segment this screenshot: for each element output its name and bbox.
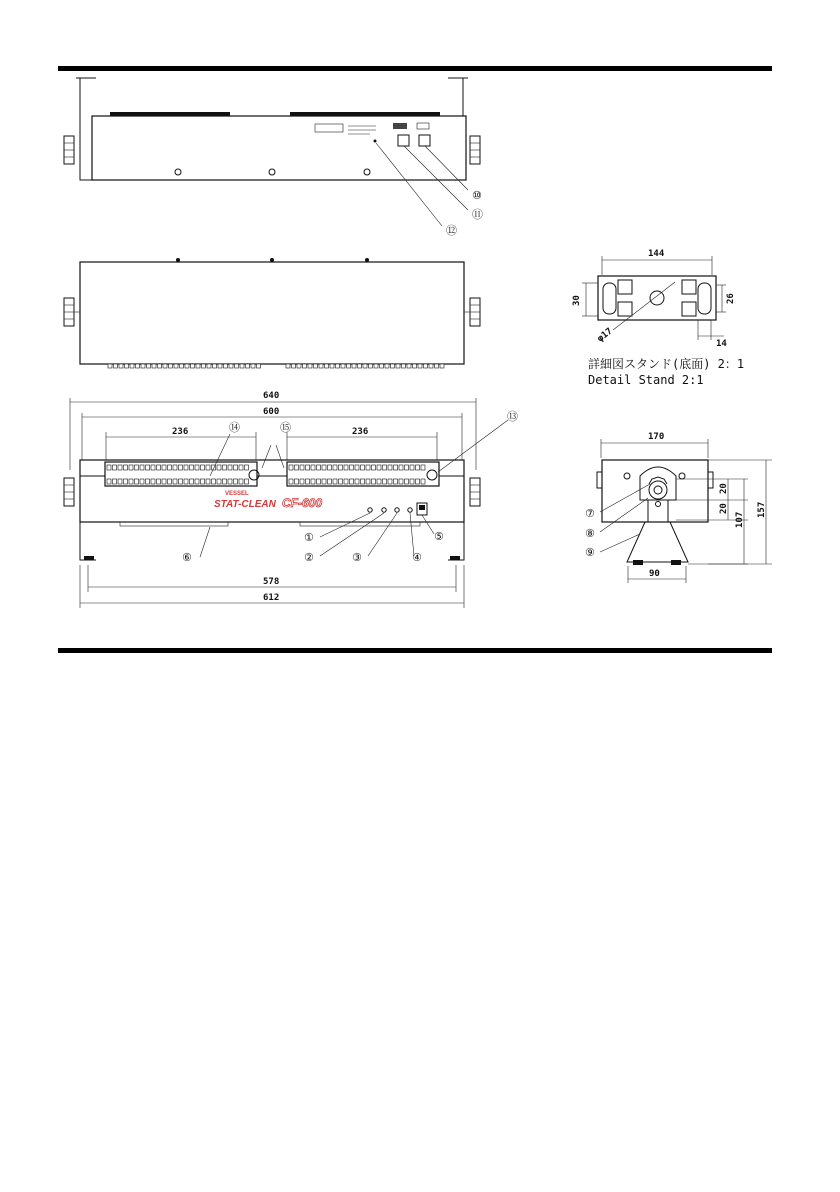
nozzle-slot	[207, 364, 211, 368]
nozzle-slot	[374, 364, 378, 368]
callout-3: ③	[352, 551, 362, 564]
nozzle-slot	[184, 479, 188, 484]
detail-title-en: Detail Stand 2:1	[588, 373, 704, 387]
nozzle-slot	[130, 364, 134, 368]
dim-phi-17: φ17	[595, 326, 615, 345]
nozzle-slot	[125, 364, 129, 368]
nozzle-slot	[114, 364, 118, 368]
nozzle-slot	[228, 479, 232, 484]
nozzle-slot	[339, 465, 343, 470]
nozzle-slot	[162, 465, 166, 470]
stand-detail-view	[582, 256, 726, 340]
nozzle-slot	[246, 364, 250, 368]
nozzle-slot	[151, 479, 155, 484]
nozzle-slot	[129, 479, 133, 484]
nozzle-slot	[319, 364, 323, 368]
nozzle-slot	[303, 364, 307, 368]
nozzle-slot	[295, 479, 299, 484]
nozzle-slot	[173, 479, 177, 484]
nozzle-slot	[119, 364, 123, 368]
callout-8: ⑧	[585, 527, 595, 540]
nozzle-slot	[234, 465, 238, 470]
nozzle-slot	[135, 479, 139, 484]
nozzle-slot	[416, 465, 420, 470]
top-view	[64, 258, 480, 368]
nozzle-slot	[391, 364, 395, 368]
nozzle-slot	[424, 364, 428, 368]
nozzle-slot	[195, 465, 199, 470]
dim-157: 157	[757, 501, 767, 518]
nozzle-slot	[317, 465, 321, 470]
nozzle-slot	[385, 364, 389, 368]
nozzle-slot	[325, 364, 329, 368]
nozzle-slot	[223, 465, 227, 470]
nozzle-slot	[306, 465, 310, 470]
nozzle-slot	[405, 465, 409, 470]
nozzle-slot	[418, 364, 422, 368]
nozzle-slot	[118, 465, 122, 470]
nozzle-slot	[152, 364, 156, 368]
nozzle-slot	[201, 465, 205, 470]
nozzle-slot	[168, 479, 172, 484]
nozzle-slot	[383, 465, 387, 470]
dim-640: 640	[263, 391, 280, 401]
nozzle-slot	[311, 465, 315, 470]
callout-11: ⑪	[472, 208, 483, 221]
nozzle-slot	[179, 465, 183, 470]
nozzle-slot	[257, 364, 261, 368]
nozzle-slot	[361, 479, 365, 484]
nozzle-slot	[206, 465, 210, 470]
brand-model: CF-600	[282, 496, 323, 510]
nozzle-slot	[399, 479, 403, 484]
nozzle-slot	[363, 364, 367, 368]
callout-6: ⑥	[182, 551, 192, 564]
nozzle-slot	[366, 479, 370, 484]
dim-20-a: 20	[719, 483, 729, 494]
nozzle-slot	[158, 364, 162, 368]
detail-title-jp: 詳細図スタンド(底面) 2：1	[588, 357, 745, 371]
dim-236-left: 236	[172, 427, 189, 437]
nozzle-slot	[185, 364, 189, 368]
nozzle-slot	[190, 465, 194, 470]
dim-90: 90	[649, 569, 660, 579]
nozzle-slot	[196, 364, 200, 368]
nozzle-slot	[394, 479, 398, 484]
nozzle-slot	[330, 364, 334, 368]
nozzle-slot	[146, 479, 150, 484]
nozzle-slot	[151, 465, 155, 470]
nozzle-slot	[168, 465, 172, 470]
nozzle-slot	[157, 479, 161, 484]
nozzle-slot	[355, 479, 359, 484]
nozzle-slot	[297, 364, 301, 368]
dim-26: 26	[726, 293, 736, 304]
nozzle-slot	[292, 364, 296, 368]
nozzle-slot	[173, 465, 177, 470]
nozzle-slot	[372, 465, 376, 470]
nozzle-slot	[361, 465, 365, 470]
nozzle-slot	[377, 479, 381, 484]
nozzle-slot	[402, 364, 406, 368]
nozzle-slot	[358, 364, 362, 368]
nozzle-slot	[202, 364, 206, 368]
callout-14: ⑭	[229, 421, 240, 434]
nozzle-slot	[396, 364, 400, 368]
dim-14: 14	[716, 339, 727, 349]
nozzle-slot	[113, 465, 117, 470]
nozzle-slot	[234, 479, 238, 484]
callout-4: ④	[412, 551, 422, 564]
nozzle-slot	[380, 364, 384, 368]
nozzle-slot	[440, 364, 444, 368]
nozzle-slot	[413, 364, 417, 368]
dim-236-right: 236	[352, 427, 369, 437]
nozzle-slot	[314, 364, 318, 368]
nozzle-slot	[190, 479, 194, 484]
nozzle-slot	[347, 364, 351, 368]
nozzle-slot	[162, 479, 166, 484]
dim-107: 107	[735, 511, 745, 528]
callout-15: ⑮	[280, 421, 291, 434]
callout-7: ⑦	[585, 507, 595, 520]
nozzle-slot	[388, 479, 392, 484]
nozzle-slot	[124, 479, 128, 484]
nozzle-slot	[410, 465, 414, 470]
dim-30: 30	[572, 295, 582, 306]
callout-1: ①	[304, 531, 314, 544]
callout-10: ⑩	[472, 189, 482, 202]
nozzle-slot	[350, 479, 354, 484]
side-view	[597, 439, 772, 583]
nozzle-slot	[191, 364, 195, 368]
nozzle-slot	[344, 479, 348, 484]
nozzle-slot	[306, 479, 310, 484]
nozzle-slot	[195, 479, 199, 484]
dim-600: 600	[263, 407, 280, 417]
nozzle-slot	[206, 479, 210, 484]
nozzle-slot	[350, 465, 354, 470]
nozzle-slot	[410, 479, 414, 484]
nozzle-slot	[416, 479, 420, 484]
nozzle-slot	[251, 364, 255, 368]
nozzle-slot	[124, 465, 128, 470]
callout-9: ⑨	[585, 546, 595, 559]
nozzle-slot	[179, 479, 183, 484]
nozzle-slot	[421, 479, 425, 484]
nozzle-slot	[308, 364, 312, 368]
dim-20-b: 20	[719, 503, 729, 514]
nozzle-slot	[333, 465, 337, 470]
nozzle-slot	[311, 479, 315, 484]
nozzle-slot	[107, 465, 111, 470]
nozzle-slot	[366, 465, 370, 470]
nozzle-slot	[344, 465, 348, 470]
bottom-rule	[58, 648, 772, 653]
callout-13: ⑬	[507, 410, 518, 423]
nozzle-slot	[421, 465, 425, 470]
nozzle-slot	[218, 364, 222, 368]
nozzle-slot	[240, 364, 244, 368]
nozzle-slot	[129, 465, 133, 470]
nozzle-slot	[217, 479, 221, 484]
nozzle-slot	[300, 465, 304, 470]
nozzle-slot	[328, 479, 332, 484]
callout-12: ⑫	[446, 224, 457, 237]
dim-170: 170	[648, 432, 665, 442]
nozzle-slot	[295, 465, 299, 470]
nozzle-slot	[136, 364, 140, 368]
nozzle-slot	[157, 465, 161, 470]
nozzle-slot	[388, 465, 392, 470]
nozzle-slot	[245, 465, 249, 470]
nozzle-slot	[217, 465, 221, 470]
dim-612: 612	[263, 593, 280, 603]
nozzle-slot	[163, 364, 167, 368]
nozzle-slot	[399, 465, 403, 470]
nozzle-slot	[394, 465, 398, 470]
nozzle-slot	[289, 479, 293, 484]
nozzle-slot	[169, 364, 173, 368]
nozzle-slot	[429, 364, 433, 368]
nozzle-slot	[328, 465, 332, 470]
top-rule	[58, 66, 772, 71]
nozzle-slot	[300, 479, 304, 484]
nozzle-slot	[135, 465, 139, 470]
callout-5: ⑤	[434, 530, 444, 543]
dim-144: 144	[648, 249, 665, 259]
nozzle-slot	[174, 364, 178, 368]
nozzle-slot	[235, 364, 239, 368]
nozzle-slot	[224, 364, 228, 368]
nozzle-slot	[239, 479, 243, 484]
nozzle-slot	[341, 364, 345, 368]
nozzle-slot	[322, 465, 326, 470]
nozzle-slot	[213, 364, 217, 368]
nozzle-slot	[377, 465, 381, 470]
nozzle-slot	[405, 479, 409, 484]
nozzle-slot	[435, 364, 439, 368]
nozzle-slot	[140, 465, 144, 470]
nozzle-slot	[118, 479, 122, 484]
nozzle-slot	[108, 364, 112, 368]
nozzle-slot	[336, 364, 340, 368]
nozzle-slot	[212, 479, 216, 484]
nozzle-slot	[245, 479, 249, 484]
nozzle-slot	[322, 479, 326, 484]
nozzle-slot	[339, 479, 343, 484]
nozzle-slot	[180, 364, 184, 368]
nozzle-slot	[184, 465, 188, 470]
nozzle-slot	[229, 364, 233, 368]
nozzle-slot	[223, 479, 227, 484]
nozzle-slot	[372, 479, 376, 484]
rear-view	[64, 78, 480, 226]
nozzle-slot	[407, 364, 411, 368]
nozzle-slot	[317, 479, 321, 484]
dim-578: 578	[263, 577, 280, 587]
nozzle-slot	[140, 479, 144, 484]
nozzle-slot	[355, 465, 359, 470]
nozzle-slot	[333, 479, 337, 484]
nozzle-slot	[383, 479, 387, 484]
nozzle-slot	[107, 479, 111, 484]
nozzle-slot	[239, 465, 243, 470]
nozzle-slot	[201, 479, 205, 484]
nozzle-slot	[113, 479, 117, 484]
nozzle-slot	[228, 465, 232, 470]
nozzle-slot	[286, 364, 290, 368]
nozzle-slot	[352, 364, 356, 368]
brand-vessel: VESSEL	[225, 491, 249, 497]
brand-stat-clean: STAT-CLEAN	[214, 499, 276, 510]
nozzle-slot	[147, 364, 151, 368]
nozzle-slot	[146, 465, 150, 470]
nozzle-slot	[369, 364, 373, 368]
callout-2: ②	[304, 551, 314, 564]
nozzle-slot	[141, 364, 145, 368]
nozzle-slot	[289, 465, 293, 470]
